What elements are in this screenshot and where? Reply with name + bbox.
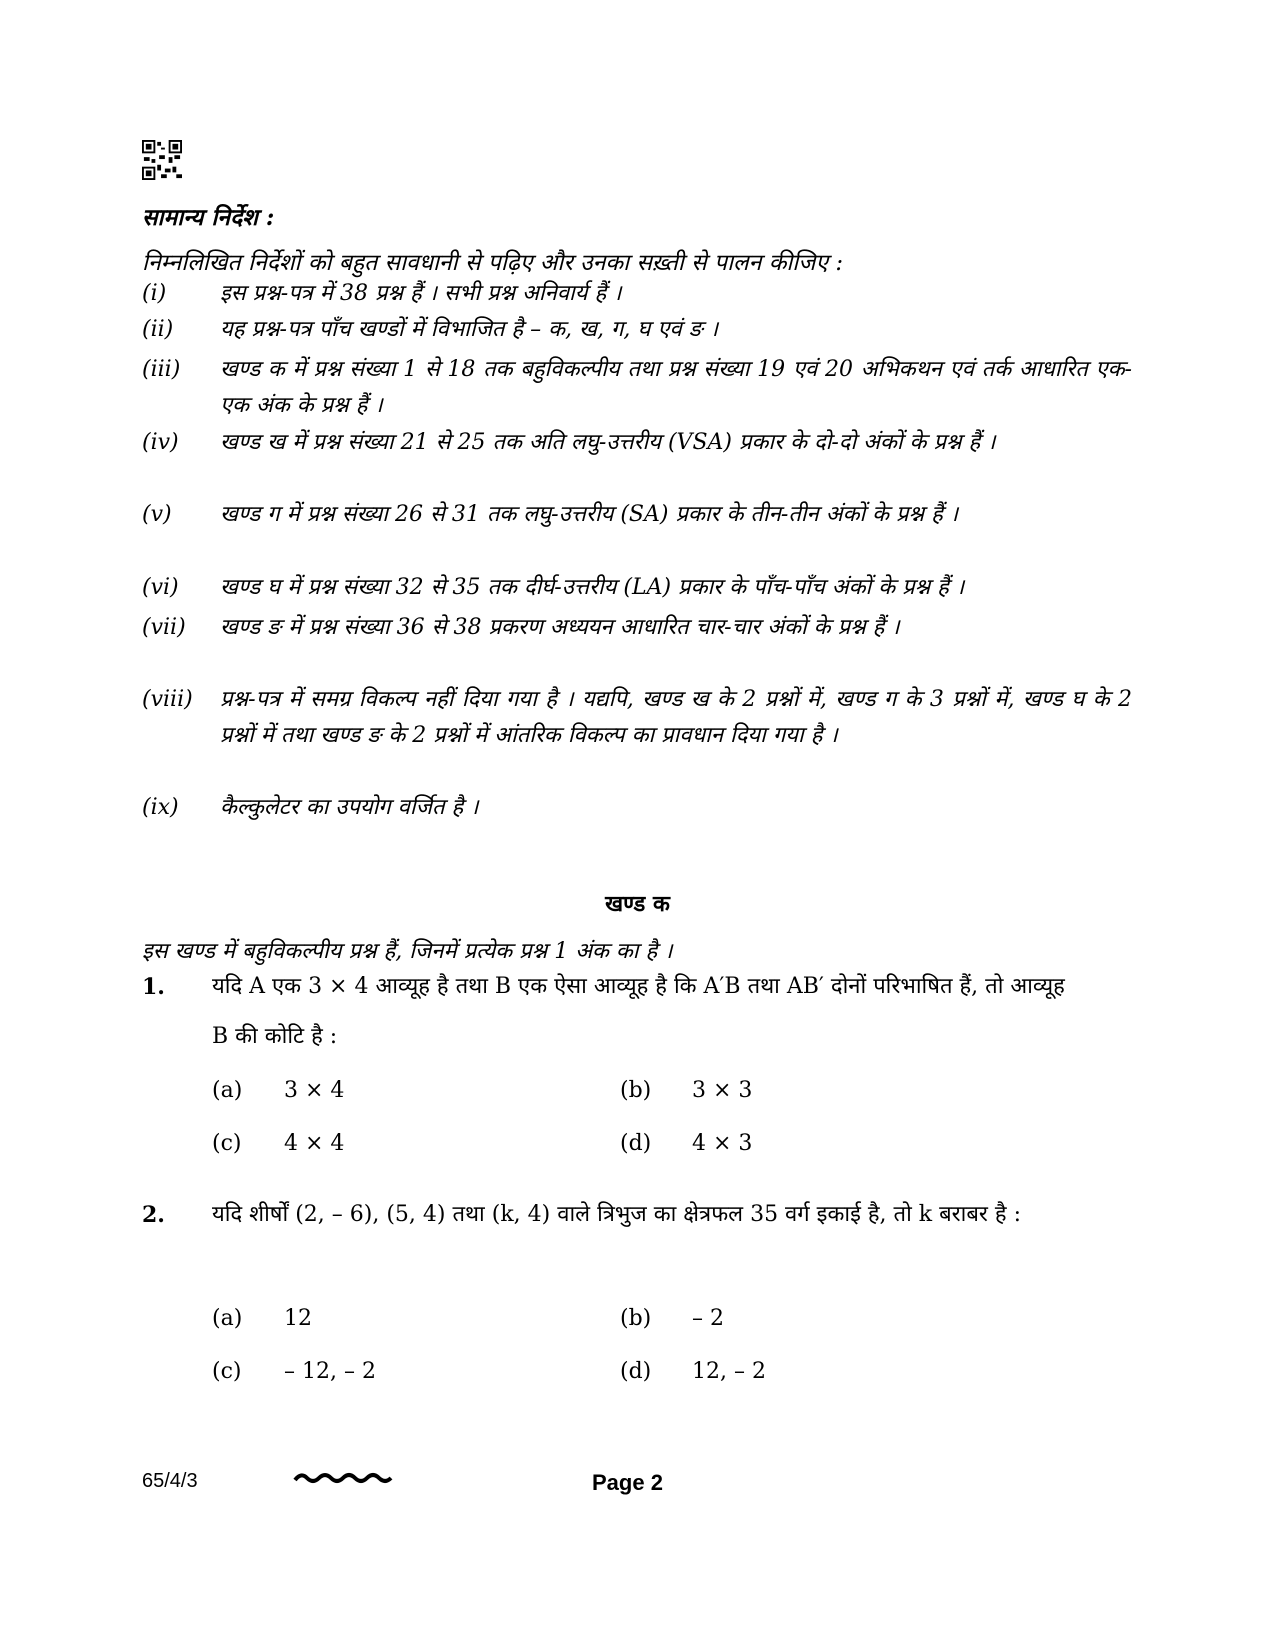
option-label: (d) bbox=[620, 1359, 652, 1384]
option-label: (b) bbox=[620, 1306, 652, 1331]
option bbox=[620, 1359, 766, 1384]
paper-code: 65/4/3 bbox=[142, 1470, 198, 1492]
general-instructions-heading: सामान्य निर्देश : bbox=[142, 204, 275, 231]
option-value: 12 bbox=[284, 1306, 312, 1331]
instruction-item bbox=[142, 790, 1132, 826]
instruction-number: (viii) bbox=[142, 687, 193, 712]
question-text: यदि A एक 3 × 4 आव्यूह है तथा B एक ऐसा आव्यूह है कि A′B तथा AB′ दोनों परिभाषित हैं, तो आव्यूह B की कोटि है : bbox=[212, 974, 1065, 1049]
instruction-item bbox=[142, 312, 1132, 348]
question bbox=[142, 1190, 1072, 1240]
instruction-number: (iv) bbox=[142, 430, 179, 455]
option bbox=[620, 1131, 752, 1156]
instruction-text: खण्ड ग में प्रश्न संख्या 26 से 31 तक लघु-उत्तरीय (SA) प्रकार के तीन-तीन अंकों के प्रश्न हैं । bbox=[220, 502, 959, 527]
section-intro: इस खण्ड में बहुविकल्पीय प्रश्न हैं, जिनमें प्रत्येक प्रश्न 1 अंक का है । bbox=[142, 939, 673, 964]
option-value: – 2 bbox=[692, 1306, 724, 1331]
option-value: – 12, – 2 bbox=[284, 1359, 376, 1384]
question-number: 2. bbox=[142, 1202, 165, 1228]
instruction-item bbox=[142, 570, 1132, 606]
instruction-item bbox=[142, 610, 1132, 646]
instruction-number: (vi) bbox=[142, 575, 179, 600]
page-number: Page 2 bbox=[592, 1470, 663, 1495]
instruction-number: (iii) bbox=[142, 357, 181, 382]
instruction-number: (i) bbox=[142, 281, 167, 306]
instructions-intro: निम्नलिखित निर्देशों को बहुत सावधानी से पढ़िए और उनका सख़्ती से पालन कीजिए : bbox=[142, 250, 844, 276]
instruction-number: (vii) bbox=[142, 615, 186, 640]
section-title: खण्ड क bbox=[605, 891, 670, 917]
instruction-text: खण्ड क में प्रश्न संख्या 1 से 18 तक बहुविकल्पीय तथा प्रश्न संख्या 19 एवं 20 अभिकथन एवं तर्क आधारित एक-एक अंक के प्रश्न हैं । bbox=[220, 357, 1132, 418]
instruction-number: (v) bbox=[142, 502, 172, 527]
instruction-item bbox=[142, 276, 1132, 312]
question bbox=[142, 962, 1072, 1062]
question-number: 1. bbox=[142, 974, 165, 1000]
instruction-number: (ii) bbox=[142, 317, 174, 342]
option bbox=[212, 1359, 376, 1384]
option-value: 3 × 3 bbox=[692, 1078, 753, 1103]
option-label: (b) bbox=[620, 1078, 652, 1103]
option bbox=[212, 1306, 312, 1331]
option-label: (d) bbox=[620, 1131, 652, 1156]
instruction-text: यह प्रश्न-पत्र पाँच खण्डों में विभाजित है – क, ख, ग, घ एवं ङ । bbox=[220, 317, 719, 342]
tilde-wave-icon bbox=[293, 1468, 393, 1488]
instruction-text: कैल्कुलेटर का उपयोग वर्जित है । bbox=[220, 795, 479, 820]
option-value: 3 × 4 bbox=[284, 1078, 345, 1103]
instruction-item bbox=[142, 425, 1132, 461]
instruction-text: खण्ड घ में प्रश्न संख्या 32 से 35 तक दीर्घ-उत्तरीय (LA) प्रकार के पाँच-पाँच अंकों के प्रश्न हैं । bbox=[220, 575, 965, 600]
instruction-text: खण्ड ख में प्रश्न संख्या 21 से 25 तक अति लघु-उत्तरीय (VSA) प्रकार के दो-दो अंकों के प्रश्न हैं । bbox=[220, 430, 996, 455]
instruction-item bbox=[142, 682, 1132, 754]
instruction-text: प्रश्न-पत्र में समग्र विकल्प नहीं दिया गया है । यद्यपि, खण्ड ख के 2 प्रश्नों में, खण्ड ग के 3 प्रश्नों में, खण्ड घ के 2 प्रश्नों में तथा खण्ड ङ के 2 प्रश्नों में आंतरिक विकल्प का प्रावधान दिया गया है । bbox=[220, 687, 1132, 748]
option bbox=[212, 1078, 344, 1103]
option-value: 4 × 4 bbox=[284, 1131, 345, 1156]
option-label: (c) bbox=[212, 1359, 242, 1384]
instruction-text: इस प्रश्न-पत्र में 38 प्रश्न हैं । सभी प्रश्न अनिवार्य हैं । bbox=[220, 281, 622, 306]
question-text: यदि शीर्षों (2, – 6), (5, 4) तथा (k, 4) वाले त्रिभुज का क्षेत्रफल 35 वर्ग इकाई है, तो k बराबर है : bbox=[212, 1202, 1021, 1227]
option-value: 4 × 3 bbox=[692, 1131, 753, 1156]
option-label: (c) bbox=[212, 1131, 242, 1156]
option-label: (a) bbox=[212, 1306, 243, 1331]
qr-code-icon bbox=[142, 140, 182, 180]
option bbox=[212, 1131, 344, 1156]
instruction-number: (ix) bbox=[142, 795, 179, 820]
option bbox=[620, 1306, 724, 1331]
option-value: 12, – 2 bbox=[692, 1359, 766, 1384]
instruction-item bbox=[142, 497, 1132, 533]
instruction-item bbox=[142, 352, 1132, 424]
option bbox=[620, 1078, 752, 1103]
option-label: (a) bbox=[212, 1078, 243, 1103]
instruction-text: खण्ड ङ में प्रश्न संख्या 36 से 38 प्रकरण अध्ययन आधारित चार-चार अंकों के प्रश्न हैं । bbox=[220, 615, 900, 640]
